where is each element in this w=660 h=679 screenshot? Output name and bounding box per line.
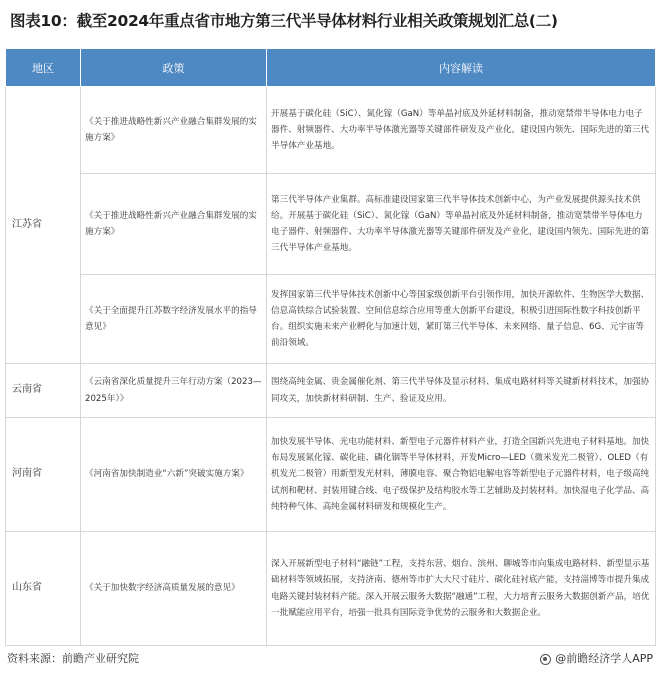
table-row xyxy=(6,275,656,364)
region-cell-henan: 河南省 xyxy=(6,418,81,532)
policy-table xyxy=(5,48,656,646)
policy-cell: 《河南省加快制造业“六新”突破实施方案》 xyxy=(81,418,267,532)
content-cell: 加快发展半导体、光电功能材料、新型电子元器件材料产业，打造全国新兴先进电子材料基地。加快布局发展氮化镓、碳化硅、磷化铟等半导体材料，开发Micro—LED（微米发光二极管）、OLED（有机发光二极管）用新型发光材料，薄膜电容、聚合物铝电解电容等新型电子元器件材料，电子级高纯试剂和靶材、封装用键合线、电子级保护及结构胶水等工艺辅助及封装材料。加快湿电子化学品、高纯特种气体、高纯金属材料研发和规模化生产。 xyxy=(267,418,656,532)
table-row xyxy=(6,364,656,418)
policy-cell: 《云南省深化质量提升三年行动方案（2023—2025年）》 xyxy=(81,364,267,418)
header-policy: 政策 xyxy=(81,49,267,87)
policy-cell: 《关于推进战略性新兴产业融合集群发展的实施方案》 xyxy=(81,87,267,174)
region-cell-jiangsu: 江苏省 xyxy=(6,87,81,364)
policy-cell: 《关于加快数字经济高质量发展的意见》 xyxy=(81,532,267,646)
policy-cell: 《关于全面提升江苏数字经济发展水平的指导意见》 xyxy=(81,275,267,364)
qianzhan-logo-icon xyxy=(540,654,551,665)
content-cell: 开展基于碳化硅（SiC）、氮化镓（GaN）等单晶衬底及外延材料制备，推动宽禁带半导体电力电子器件、射频器件、大功率半导体激光器等关键部件研发及产业化，建设国内领先、国际先进的第三代半导体产业基地。 xyxy=(267,87,656,174)
region-cell-shandong: 山东省 xyxy=(6,532,81,646)
brand-label: @前瞻经济学人APP xyxy=(555,652,653,665)
header-region: 地区 xyxy=(6,49,81,87)
table-row xyxy=(6,532,656,646)
policy-cell: 《关于推进战略性新兴产业融合集群发展的实施方案》 xyxy=(81,174,267,275)
header-content: 内容解读 xyxy=(267,49,656,87)
table-header-row xyxy=(6,49,656,87)
brand-credit xyxy=(540,649,653,669)
content-cell: 第三代半导体产业集群。高标准建设国家第三代半导体技术创新中心，为产业发展提供源头技术供给。开展基于碳化硅（SiC）、氮化镓（GaN）等单晶衬底及外延材料制备，推动宽禁带半导体电力电子器件、射频器件、大功率半导体激光器等关键部件研发及产业化，建设国内领先、国际先进的第三代半导体产业基地。 xyxy=(267,174,656,275)
table-row xyxy=(6,174,656,275)
content-cell: 围绕高纯金属、贵金属催化剂、第三代半导体及显示材料、集成电路材料等关键新材料技术，加强协同攻关，加快新材料研制、生产、验证及应用。 xyxy=(267,364,656,418)
page-title: 图表10：截至2024年重点省市地方第三代半导体材料行业相关政策规划汇总(二) xyxy=(10,12,558,30)
content-cell: 发挥国家第三代半导体技术创新中心等国家级创新平台引领作用，加快开源软件、生物医学大数据、信息高铁综合试验装置、空间信息综合应用等重大创新平台建设，积极引进国际性数字科技创新平台。组织实施未来产业孵化与加速计划，紧盯第三代半导体、未来网络、量子信息、6G、元宇宙等前沿领域。 xyxy=(267,275,656,364)
table-row xyxy=(6,418,656,532)
content-cell: 深入开展新型电子材料“融链”工程，支持东营、烟台、滨州、聊城等市向集成电路材料、新型显示基础材料等领域拓展，支持济南、德州等市扩大大尺寸硅片、碳化硅衬底产能，支持淄博等市提升集成电路关键封装材料产能。深入开展云服务大数据“融通”工程，大力培育云服务大数据创新产品，培优一批赋能应用平台，培强一批具有国际竞争优势的云服务和大数据企业。 xyxy=(267,532,656,646)
table-row xyxy=(6,87,656,174)
source-note: 资料来源：前瞻产业研究院 xyxy=(7,652,139,665)
region-cell-yunnan: 云南省 xyxy=(6,364,81,418)
